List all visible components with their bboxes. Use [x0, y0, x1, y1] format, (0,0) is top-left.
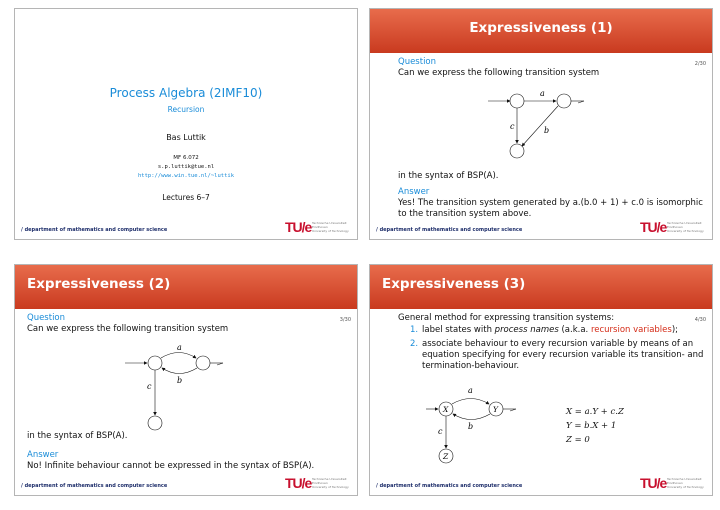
item-2-line-3: termination-behaviour. [422, 361, 520, 371]
state-loop [196, 356, 210, 370]
tue-logo: TU/e Technische Universiteit Eindhoven University of Technology [285, 475, 349, 491]
equation-y: Y = b.X + 1 [566, 421, 617, 431]
intro-text: General method for expressing transition systems: [398, 313, 615, 323]
tue-logo: TU/e Technische Universiteit Eindhoven University of Technology [640, 475, 704, 491]
transition-system-diagram [121, 343, 251, 433]
recursion-diagram [424, 381, 524, 467]
state-initial [148, 356, 162, 370]
lectures: Lectures 6–7 [162, 193, 210, 202]
slide-expressiveness-1 [369, 8, 713, 240]
state-after-c [148, 416, 162, 430]
office: MF 6.072 [173, 155, 199, 161]
answer-label: Answer [27, 450, 59, 460]
svg-text:Y: Y [493, 405, 498, 414]
svg-text:b: b [468, 422, 474, 431]
question-label: Question [27, 313, 66, 323]
slide-title [14, 8, 358, 240]
footer-department: / department of mathematics and computer science [376, 227, 523, 233]
answer-line-2: to the transition system above. [398, 209, 532, 219]
author-name: Bas Luttik [166, 133, 206, 142]
item-1-number: 1. [410, 325, 419, 335]
item-2-number: 2. [410, 339, 419, 349]
transition-system-diagram [480, 85, 600, 165]
label-a: a [540, 89, 545, 98]
equation-x: X = a.Y + c.Z [566, 407, 624, 417]
talk-title: Process Algebra (2IMF10) [109, 86, 263, 100]
slide-header [370, 265, 712, 309]
email: s.p.luttik@tue.nl [157, 164, 215, 170]
slide-header [370, 9, 712, 53]
question-label: Question [398, 57, 437, 67]
page-number: 3/30 [339, 317, 351, 323]
talk-subtitle: Recursion [167, 105, 205, 114]
svg-text:c: c [438, 427, 443, 436]
homepage-link[interactable]: http://www.win.tue.nl/~luttik [137, 173, 235, 179]
tue-logo: TU/e Technische Universiteit Eindhoven University of Technology [285, 219, 349, 235]
item-2-line-1: associate behaviour to every recursion variable by means of an [422, 339, 694, 349]
state-initial [510, 94, 524, 108]
svg-text:Z: Z [443, 452, 449, 461]
slide-title: Expressiveness (3) [382, 276, 526, 292]
slide-expressiveness-3 [369, 264, 713, 496]
label-a: a [177, 343, 182, 352]
tue-logo: TU/e Technische Universiteit Eindhoven University of Technology [640, 219, 704, 235]
svg-text:a: a [468, 386, 473, 395]
item-1-text: label states with process names (a.k.a. recursion variables); [422, 325, 679, 335]
answer-label: Answer [398, 187, 430, 197]
page-number: 4/30 [694, 317, 706, 323]
label-b: b [177, 376, 183, 385]
footer-department: / department of mathematics and computer science [21, 483, 168, 489]
question-text: Can we express the following transition system [398, 68, 600, 78]
label-b: b [544, 126, 550, 135]
slide-header [15, 265, 357, 309]
footer-department: / department of mathematics and computer science [376, 483, 523, 489]
slide-title: Expressiveness (2) [27, 276, 171, 292]
slide-title: Expressiveness (1) [469, 20, 613, 36]
state-after-c [510, 144, 524, 158]
slide-expressiveness-2 [14, 264, 358, 496]
label-c: c [147, 382, 152, 391]
answer-text: No! Infinite behaviour cannot be expressed in the syntax of BSP(A). [27, 461, 315, 471]
label-c: c [510, 122, 515, 131]
answer-line-1: Yes! The transition system generated by a.(b.0 + 1) + c.0 is isomorphic [398, 198, 703, 208]
syntax-text: in the syntax of BSP(A). [27, 431, 128, 441]
state-after-a [557, 94, 571, 108]
equation-z: Z = 0 [566, 435, 590, 445]
question-text: Can we express the following transition system [27, 324, 229, 334]
svg-text:X: X [443, 405, 449, 414]
footer-department: / department of mathematics and computer science [21, 227, 168, 233]
syntax-text: in the syntax of BSP(A). [398, 171, 499, 181]
item-2-line-2: equation specifying for every recursion variable its transition- and [422, 350, 704, 360]
page-number: 2/30 [694, 61, 706, 67]
